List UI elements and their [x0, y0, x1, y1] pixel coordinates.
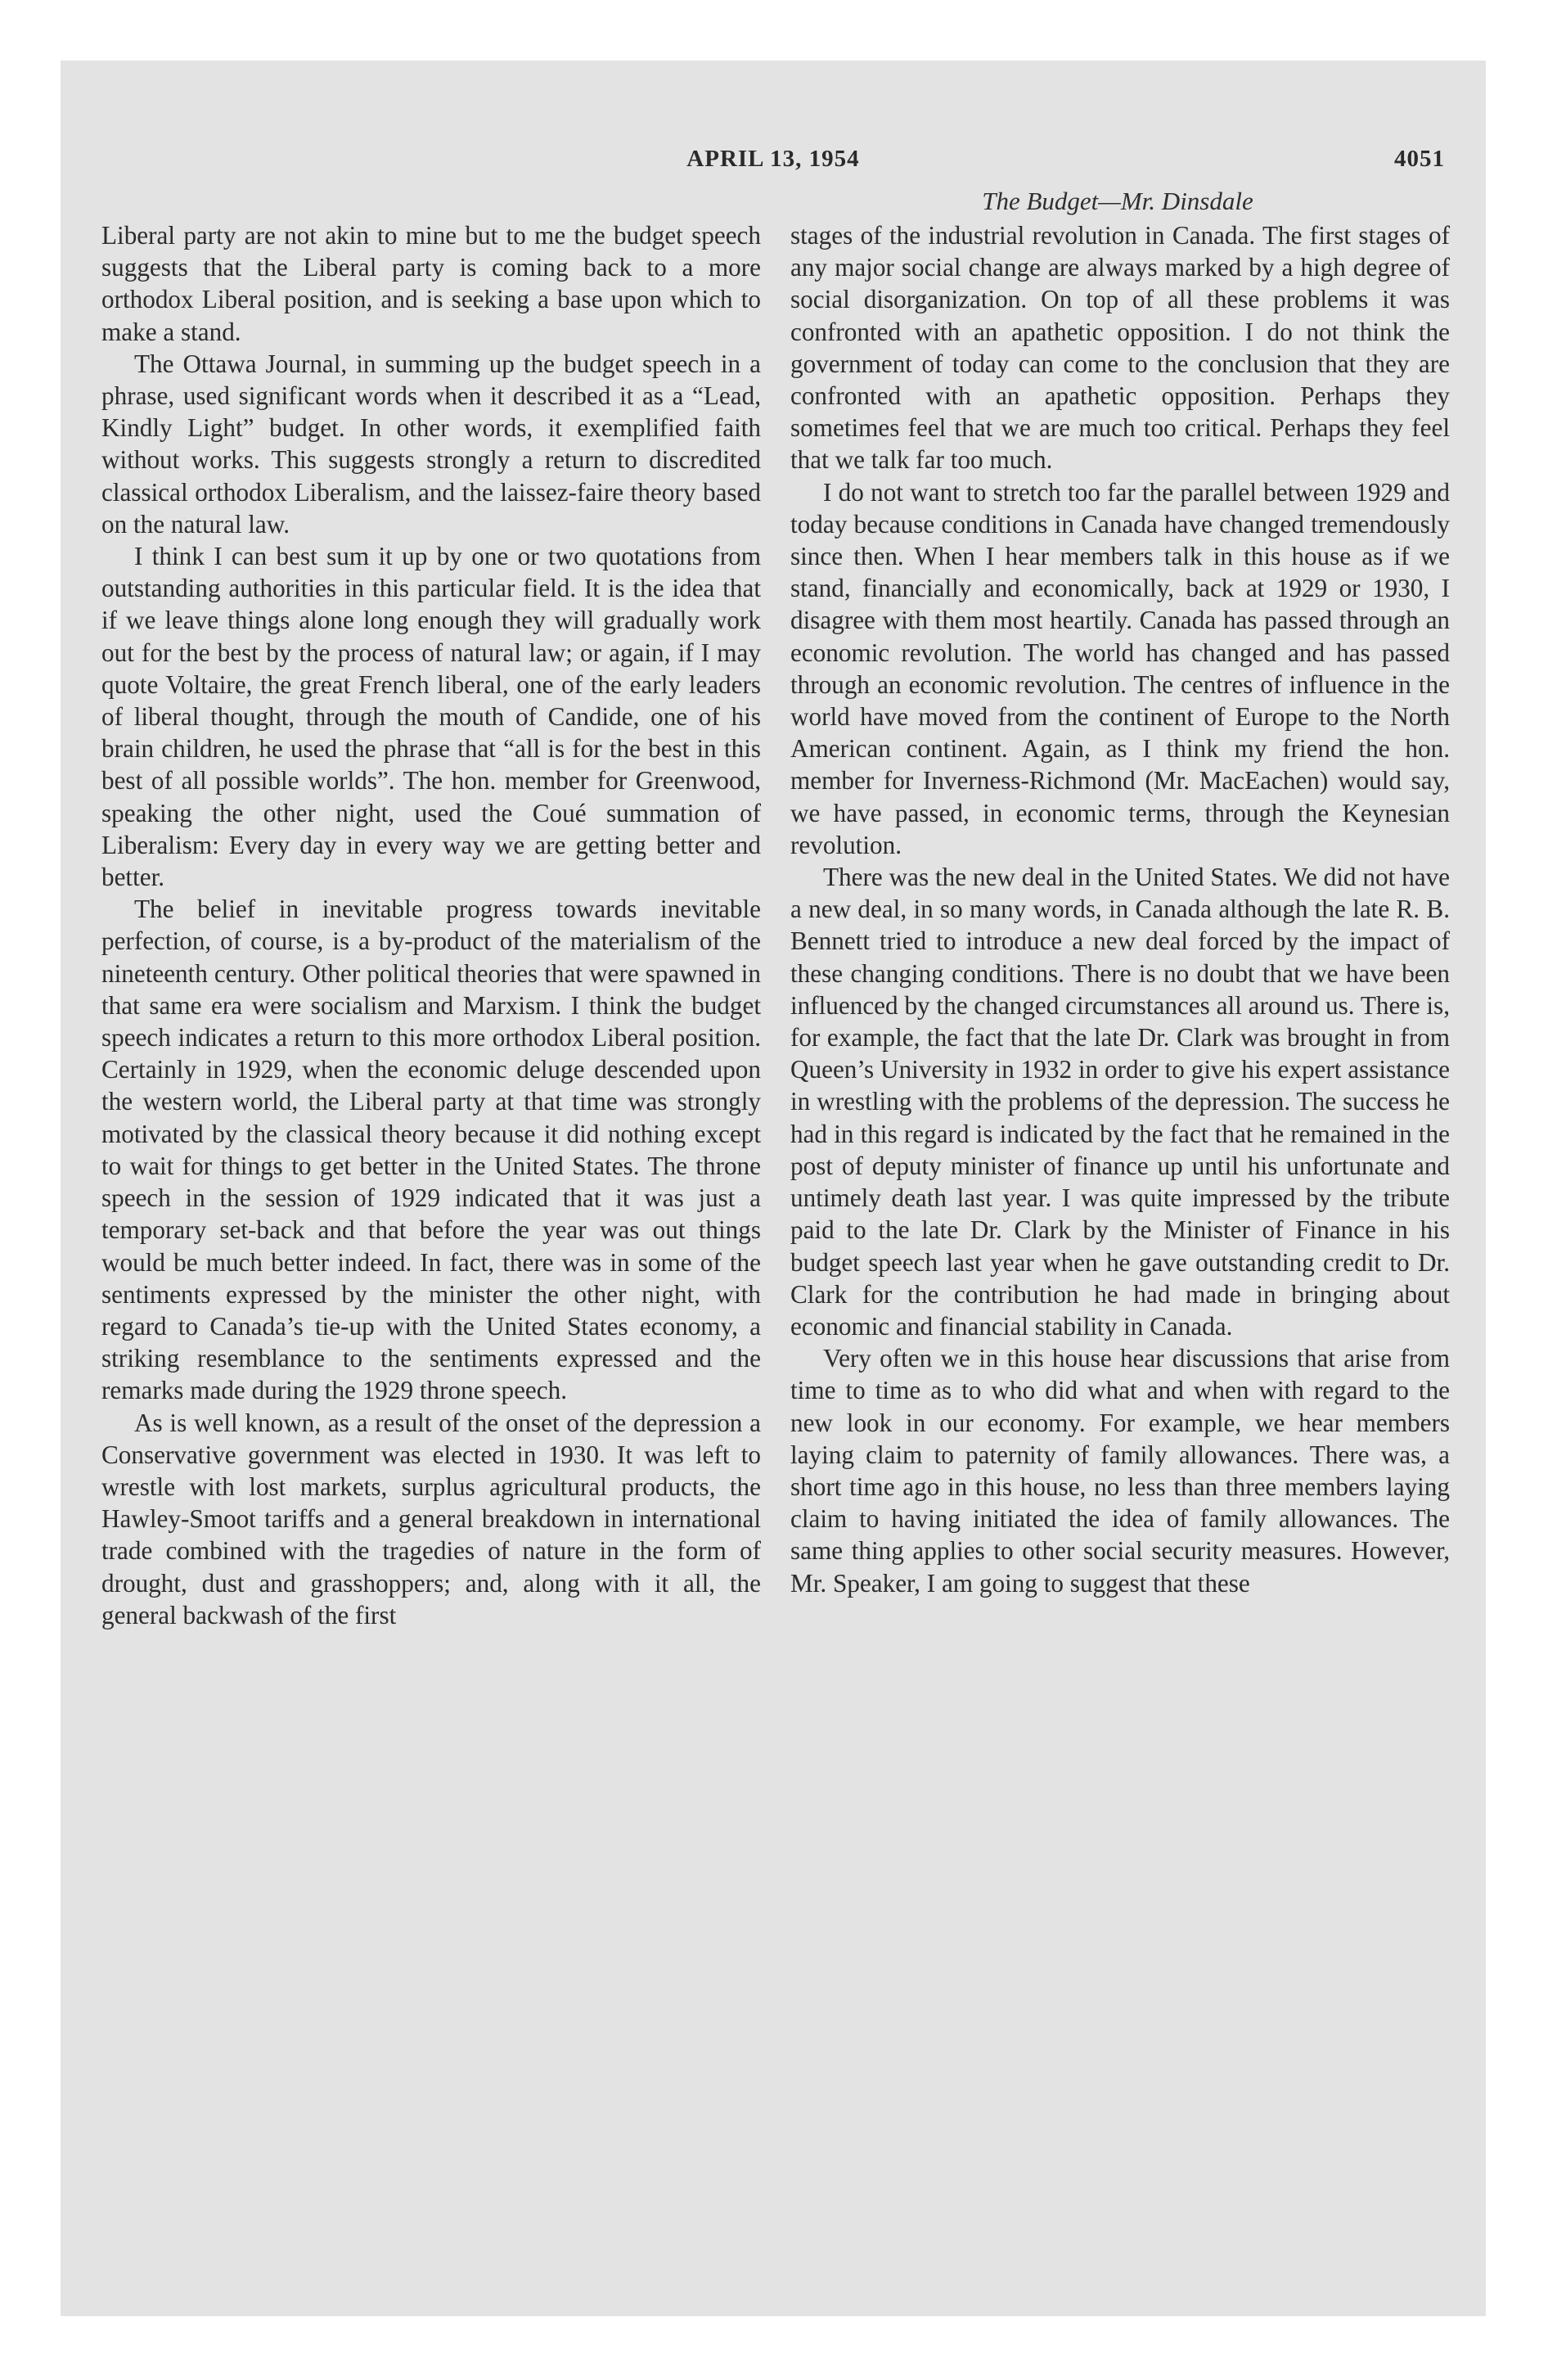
paragraph: There was the new deal in the United States. We did not have a new deal, in so many words, in Canada although the late R. B. Bennett tried to introduce a new deal forced by the impact of these changing conditions. There is no doubt that we have been influenced by the changed circumstances all around us. There is, for example, the fact that the late Dr. Clark was brought in from Queen’s University in 1932 in order to give his expert assistance in wrestling with the problems of the depression. The success he had in this regard is indicated by the fact that he remained in the post of deputy minister of finance up until his unfortunate and untimely death last year. I was quite impressed by the tribute paid to the late Dr. Clark by the Minister of Finance in his budget speech last year when he gave outstanding credit to Dr. Clark for the contribution he had made in bringing about economic and financial stability in Canada.	[790, 863, 1450, 1341]
paragraph: stages of the industrial revolution in Canada. The first stages of any major social change are always marked by a high degree of social disorganization. On top of all these problems it was confronted with an apathetic opposition. I do not think the government of today can come to the conclusion that they are confronted with an apathetic opposition. Perhaps they sometimes feel that we are much too critical. Perhaps they feel that we talk far too much.	[790, 221, 1450, 475]
paragraph: Very often we in this house hear discussions that arise from time to time as to who did what and when with regard to the new look in our economy. For example, we hear members laying claim to paternity of family allowances. There was, a short time ago in this house, no less than three members laying claim to having initiated the idea of family allowances. The same thing applies to other social security measures. However, Mr. Speaker, I am going to suggest that these	[790, 1344, 1450, 1598]
paragraph: I do not want to stretch too far the parallel between 1929 and today because conditions in Canada have changed tremendously since then. When I hear members talk in this house as if we stand, financially and economically, back at 1929 or 1930, I disagree with them most heartily. Canada has passed through an economic revolution. The world has changed and has passed through an economic revolution. The centres of influence in the world have moved from the continent of Europe to the North American continent. Again, as I think my friend the hon. member for Inverness-Richmond (Mr. MacEachen) would say, we have passed, in economic terms, through the Keynesian revolution.	[790, 477, 1450, 859]
page-header	[101, 146, 1445, 182]
right-column	[790, 219, 1450, 1599]
paragraph: The belief in inevitable progress towards inevitable perfection, of course, is a by-product of the materialism of the nineteenth century. Other political theories that were spawned in that same era were socialism and Marxism. I think the budget speech indicates a return to this more orthodox Liberal position. Certainly in 1929, when the economic deluge descended upon the western world, the Liberal party at that time was strongly motivated by the classical theory because it did nothing except to wait for things to get better in the United States. The throne speech in the session of 1929 indicated that it was just a temporary set-back and that before the year was out things would be much better indeed. In fact, there was in some of the sentiments expressed by the minister the other night, with regard to Canada’s tie-up with the United States economy, a striking resemblance to the sentiments expressed and the remarks made during the 1929 throne speech.	[101, 895, 761, 1405]
paragraph: As is well known, as a result of the onset of the depression a Conservative government was elected in 1930. It was left to wrestle with lost markets, surplus agricultural products, the Hawley-Smoot tariffs and a general breakdown in international trade combined with the tragedies of nature in the form of drought, dust and grasshoppers; and, along with it all, the general backwash of the first	[101, 1408, 761, 1629]
paragraph: Liberal party are not akin to mine but to me the budget speech suggests that the Liberal party is coming back to a more orthodox Liberal position, and is seeking a base upon which to make a stand.	[101, 221, 761, 346]
left-column	[101, 219, 761, 1631]
running-head: The Budget—Mr. Dinsdale	[982, 187, 1253, 215]
paragraph: The Ottawa Journal, in summing up the budget speech in a phrase, used significant words when it described it as a “Lead, Kindly Light” budget. In other words, it exemplified faith without works. This suggests strongly a return to discredited classical orthodox Liberalism, and the laissez-faire theory based on the natural law.	[101, 349, 761, 539]
header-date: APRIL 13, 1954	[686, 146, 860, 172]
page-number: 4051	[1394, 146, 1445, 172]
paragraph: I think I can best sum it up by one or two quotations from outstanding authorities in this particular field. It is the idea that if we leave things alone long enough they will gradually work out for the best by the process of natural law; or again, if I may quote Voltaire, the great French liberal, one of the early leaders of liberal thought, through the mouth of Candide, one of his brain children, he used the phrase that “all is for the best in this best of all possible worlds”. The hon. member for Greenwood, speaking the other night, used the Coué summation of Liberalism: Every day in every way we are getting better and better.	[101, 542, 761, 892]
